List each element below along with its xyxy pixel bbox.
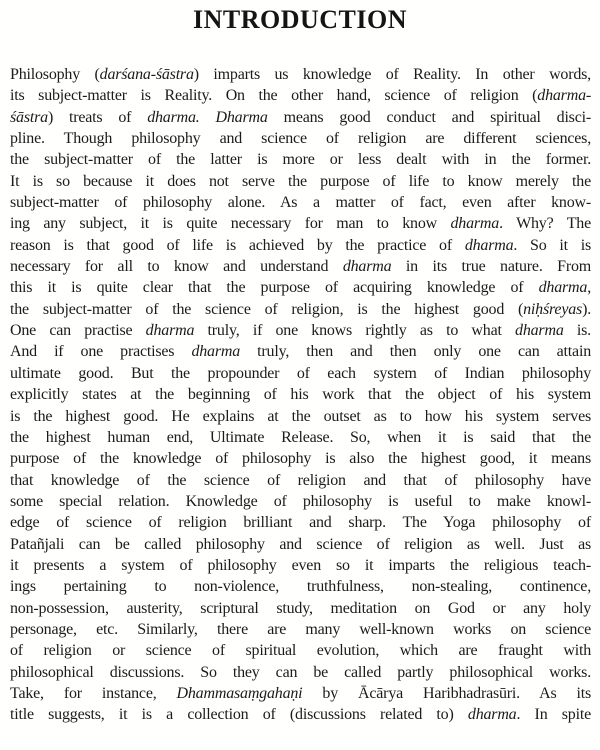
text-segment: ) treats of xyxy=(47,108,148,126)
text-segment: by Ācārya Haribhadrasūri. As its xyxy=(302,684,591,702)
text-line xyxy=(10,85,591,106)
text-segment: edge of science of religion brilliant and sharp. The Yoga philosophy of xyxy=(10,514,591,532)
text-segment: . Why? The xyxy=(499,215,591,233)
text-line xyxy=(10,64,591,85)
text-line xyxy=(10,662,591,683)
text-segment: title suggests, it is a collection of (discussions related to) xyxy=(10,706,468,724)
text-segment: is the highest good. He explains at the outset as to how his system serves xyxy=(10,407,591,425)
text-segment: truly, if one knows rightly as to what xyxy=(194,322,516,340)
page-title: INTRODUCTION xyxy=(192,5,408,34)
text-segment: truly, then and then only one can attain xyxy=(240,343,591,361)
text-segment: it presents a system of philosophy even so it imparts the religious teach- xyxy=(10,556,591,574)
italic-term: dharma xyxy=(191,343,241,361)
text-segment: that knowledge of the science of religion and that of philosophy have xyxy=(10,471,591,489)
text-segment: in its true nature. From xyxy=(391,258,591,276)
text-line xyxy=(10,491,591,512)
text-line xyxy=(10,512,591,533)
text-segment: Patañjali can be called philosophy and science of religion as well. Just as xyxy=(10,535,591,553)
italic-term: dharma- xyxy=(537,87,591,105)
text-segment: One can practise xyxy=(10,322,146,340)
text-line xyxy=(10,149,591,170)
text-segment: ) imparts us knowledge of Reality. In other words, xyxy=(193,66,591,83)
text-segment: Take, for instance, xyxy=(10,684,177,702)
text-segment: ultimate good. But the propounder of each system of Indian philosophy xyxy=(10,364,591,382)
text-line xyxy=(10,320,591,341)
text-line xyxy=(10,470,591,491)
text-segment: purpose of the knowledge of philosophy is also the highest good, it means xyxy=(10,450,591,468)
text-segment: Philosophy ( xyxy=(10,66,100,83)
text-line xyxy=(10,277,591,298)
text-segment: It is so because it does not serve the purpose of life to know merely the xyxy=(10,172,591,190)
italic-term: dharma xyxy=(467,706,517,724)
italic-term: dharma. Dharma xyxy=(147,108,268,126)
text-segment: ings pertaining to non-violence, truthfulness, non-stealing, continence, xyxy=(10,578,591,596)
text-segment: non-possession, austerity, scriptural study, meditation on God or any holy xyxy=(10,599,591,617)
text-segment: the highest human end, Ultimate Release. So, when it is said that the xyxy=(10,428,591,446)
text-line xyxy=(10,406,591,427)
text-segment: is. xyxy=(563,322,591,340)
text-line xyxy=(10,598,591,619)
text-line xyxy=(10,640,591,661)
text-segment: of religion or science of spiritual evolution, which are fraught with xyxy=(10,642,591,660)
italic-term: darśana-śāstra xyxy=(99,66,194,83)
text-segment: the subject-matter of the science of religion, is the highest good ( xyxy=(10,300,524,318)
text-line xyxy=(10,107,591,128)
italic-term: dharma xyxy=(464,236,514,254)
text-line xyxy=(10,213,591,234)
text-segment: means good conduct and spiritual disci- xyxy=(267,108,591,126)
text-segment: necessary for all to know and understand xyxy=(10,258,343,276)
italic-term: dharma xyxy=(342,258,392,276)
text-segment: pline. Though philosophy and science of religion are different sciences, xyxy=(10,130,591,148)
text-line xyxy=(10,534,591,555)
text-line xyxy=(10,341,591,362)
italic-term: dharma xyxy=(450,215,500,233)
text-line xyxy=(10,555,591,576)
text-line xyxy=(10,427,591,448)
text-segment: this it is quite clear that the purpose of acquiring knowledge of xyxy=(10,279,539,297)
text-line xyxy=(10,235,591,256)
text-segment: ing any subject, it is quite necessary for man to know xyxy=(10,215,451,233)
text-line xyxy=(10,576,591,597)
italic-term: śāstra xyxy=(10,108,48,126)
text-segment: , xyxy=(587,279,591,297)
text-segment: . In spite xyxy=(516,706,591,724)
text-segment: explicitly states at the beginning of his work that the object of his system xyxy=(10,386,591,404)
text-line xyxy=(10,192,591,213)
italic-term: niḥśreyas xyxy=(523,300,583,318)
text-segment: personage, etc. Similarly, there are many well-known works on science xyxy=(10,620,591,638)
text-line xyxy=(10,704,591,725)
text-line xyxy=(10,384,591,405)
text-segment: its subject-matter is Reality. On the other hand, science of religion ( xyxy=(10,87,538,105)
text-segment: reason is that good of life is achieved by the practice of xyxy=(10,236,465,254)
italic-term: dharma xyxy=(145,322,195,340)
text-segment: the subject-matter of the latter is more or less dealt with in the former. xyxy=(10,151,591,169)
text-segment: subject-matter of philosophy alone. As a matter of fact, even after know- xyxy=(10,194,591,212)
italic-term: dharma xyxy=(515,322,564,340)
text-segment: And if one practises xyxy=(10,343,192,361)
italic-term: Dhammasaṃgahaṇi xyxy=(176,684,303,702)
italic-term: dharma xyxy=(538,279,588,297)
text-line xyxy=(10,299,591,320)
text-line xyxy=(10,448,591,469)
text-segment: some special relation. Knowledge of philosophy is useful to make knowl- xyxy=(10,492,591,510)
body-text xyxy=(10,64,591,726)
text-line xyxy=(10,683,591,704)
text-line xyxy=(10,171,591,192)
text-segment: philosophical discussions. So they can be called partly philosophical works. xyxy=(10,663,591,681)
text-segment: ). xyxy=(582,300,591,318)
text-line xyxy=(10,619,591,640)
text-line xyxy=(10,256,591,277)
text-line xyxy=(10,128,591,149)
text-segment: . So it is xyxy=(513,236,591,254)
text-line xyxy=(10,363,591,384)
